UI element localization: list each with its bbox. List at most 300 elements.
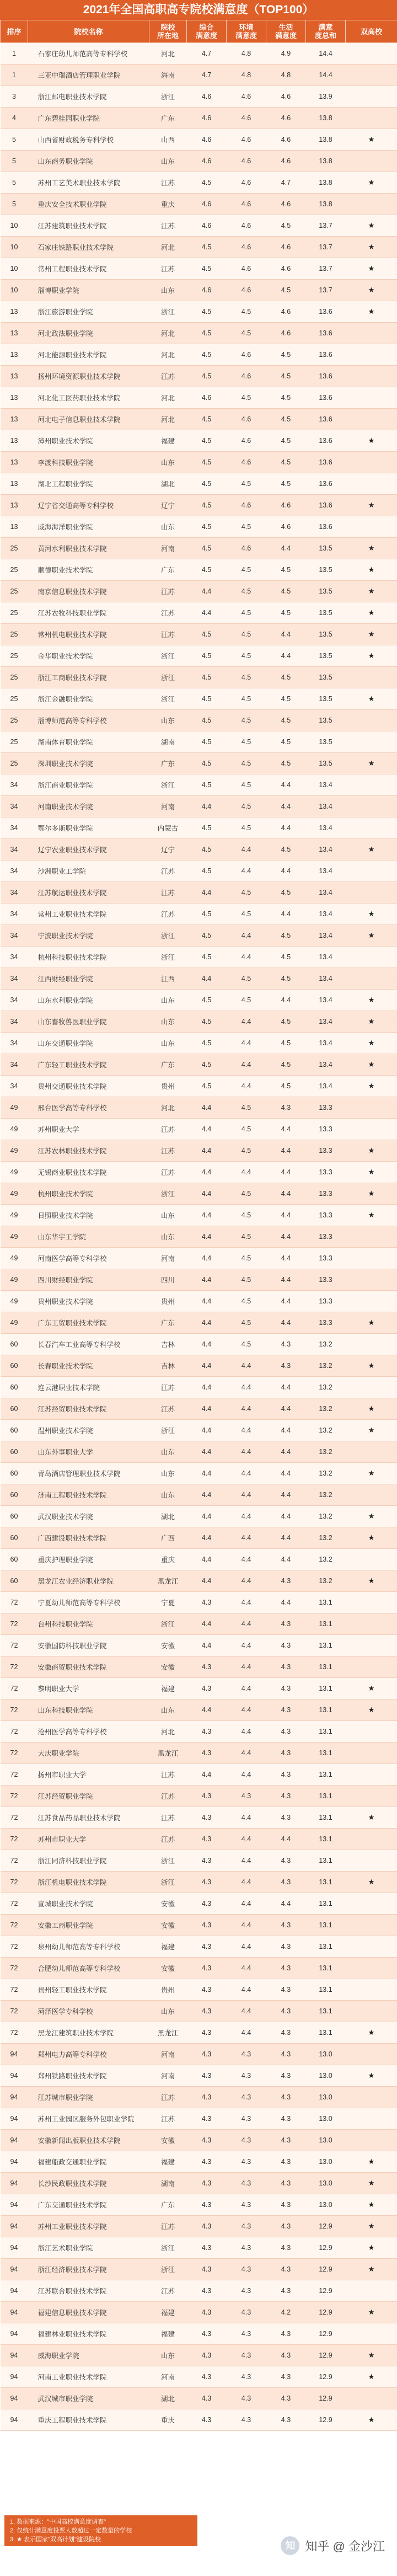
cell-environment: 4.6 [227, 172, 266, 194]
cell-votes: 13.4 [306, 904, 346, 925]
table-row [1, 1613, 397, 1635]
cell-overall: 4.5 [187, 710, 227, 731]
cell-province: 四川 [149, 1269, 187, 1291]
cell-double-high: ★ [346, 1872, 397, 1893]
cell-votes: 13.6 [306, 473, 346, 495]
cell-double-high: ★ [346, 2022, 397, 2044]
cell-double-high [346, 1269, 397, 1291]
table-row [1, 1506, 397, 1527]
cell-double-high: ★ [346, 753, 397, 774]
cell-double-high [346, 861, 397, 882]
table-row [1, 581, 397, 602]
cell-life: 4.5 [266, 882, 306, 904]
cell-rank: 72 [1, 1936, 28, 1958]
cell-votes: 13.1 [306, 1764, 346, 1786]
cell-province: 山东 [149, 151, 187, 172]
cell-rank: 94 [1, 2173, 28, 2194]
cell-double-high: ★ [346, 2194, 397, 2216]
cell-life: 4.5 [266, 968, 306, 990]
table-row [1, 1850, 397, 1872]
cell-environment: 4.3 [227, 2151, 266, 2173]
cell-life: 4.6 [266, 301, 306, 323]
cell-province: 浙江 [149, 1613, 187, 1635]
cell-double-high: ★ [346, 1033, 397, 1054]
cell-overall: 4.4 [187, 1205, 227, 1226]
cell-votes: 14.4 [306, 65, 346, 86]
cell-rank: 34 [1, 839, 28, 861]
cell-environment: 4.6 [227, 108, 266, 129]
cell-overall: 4.5 [187, 817, 227, 839]
table-row [1, 2409, 397, 2431]
cell-overall: 4.5 [187, 990, 227, 1011]
cell-double-high [346, 2280, 397, 2302]
cell-life: 4.4 [266, 1549, 306, 1570]
table-row [1, 2022, 397, 2044]
cell-name: 苏州职业大学 [28, 1119, 149, 1140]
cell-life: 4.5 [266, 430, 306, 452]
cell-double-high: ★ [346, 559, 397, 581]
cell-votes: 13.0 [306, 2087, 346, 2108]
cell-environment: 4.6 [227, 366, 266, 387]
cell-votes: 12.9 [306, 2409, 346, 2431]
cell-rank: 34 [1, 990, 28, 1011]
cell-province: 山东 [149, 2001, 187, 2022]
cell-province: 河南 [149, 2065, 187, 2087]
cell-votes: 13.3 [306, 1162, 346, 1183]
cell-votes: 13.6 [306, 366, 346, 387]
cell-rank: 34 [1, 796, 28, 817]
cell-overall: 4.5 [187, 323, 227, 344]
cell-environment: 4.4 [227, 1743, 266, 1764]
cell-rank: 72 [1, 1743, 28, 1764]
cell-environment: 4.4 [227, 1549, 266, 1570]
cell-environment: 4.4 [227, 839, 266, 861]
cell-double-high: ★ [346, 1678, 397, 1699]
cell-province: 浙江 [149, 1420, 187, 1441]
cell-life: 4.4 [266, 1398, 306, 1420]
cell-rank: 72 [1, 2001, 28, 2022]
table-row [1, 2216, 397, 2237]
cell-overall: 4.3 [187, 2022, 227, 2044]
table-row [1, 2151, 397, 2173]
table-row [1, 1441, 397, 1463]
cell-overall: 4.3 [187, 2237, 227, 2259]
cell-life: 4.3 [266, 2065, 306, 2087]
cell-overall: 4.5 [187, 947, 227, 968]
cell-environment: 4.5 [227, 301, 266, 323]
cell-rank: 25 [1, 731, 28, 753]
cell-rank: 13 [1, 430, 28, 452]
table-row [1, 1635, 397, 1656]
cell-environment: 4.5 [227, 753, 266, 774]
cell-environment: 4.4 [227, 1699, 266, 1721]
cell-overall: 4.6 [187, 194, 227, 215]
cell-votes: 13.2 [306, 1527, 346, 1549]
cell-province: 广东 [149, 108, 187, 129]
cell-votes: 12.9 [306, 2345, 346, 2366]
cell-overall: 4.5 [187, 237, 227, 258]
cell-rank: 72 [1, 1613, 28, 1635]
cell-environment: 4.4 [227, 1011, 266, 1033]
cell-province: 山东 [149, 710, 187, 731]
cell-votes: 13.1 [306, 1807, 346, 1829]
footer-note: 2. 仅统计满意度投票人数超过一定数量的学校 [10, 2527, 132, 2534]
cell-name: 山东外事职业大学 [28, 1441, 149, 1463]
table-row [1, 2345, 397, 2366]
cell-votes: 13.5 [306, 581, 346, 602]
cell-name: 黄河水利职业技术学院 [28, 538, 149, 559]
cell-name: 湖北工程职业学院 [28, 473, 149, 495]
cell-double-high: ★ [346, 430, 397, 452]
cell-votes: 13.4 [306, 925, 346, 947]
cell-votes: 13.1 [306, 2022, 346, 2044]
cell-overall: 4.6 [187, 86, 227, 108]
cell-rank: 5 [1, 129, 28, 151]
cell-environment: 4.5 [227, 473, 266, 495]
table-row [1, 839, 397, 861]
footer-notes [4, 2515, 197, 2546]
cell-province: 安徽 [149, 2130, 187, 2151]
cell-life: 4.3 [266, 1936, 306, 1958]
cell-province: 山东 [149, 2345, 187, 2366]
footer-note: 3. ★ 表示国家"双高计划"建设院校 [10, 2536, 101, 2543]
cell-rank: 1 [1, 43, 28, 65]
cell-life: 4.4 [266, 1484, 306, 1506]
table-row [1, 409, 397, 430]
cell-double-high: ★ [346, 2302, 397, 2323]
cell-name: 河北政法职业学院 [28, 323, 149, 344]
cell-environment: 4.4 [227, 1850, 266, 1872]
cell-province: 江苏 [149, 882, 187, 904]
cell-double-high: ★ [346, 1463, 397, 1484]
cell-overall: 4.7 [187, 43, 227, 65]
cell-rank: 94 [1, 2388, 28, 2409]
cell-environment: 4.5 [227, 387, 266, 409]
cell-double-high: ★ [346, 2409, 397, 2431]
cell-overall: 4.5 [187, 904, 227, 925]
cell-double-high: ★ [346, 2366, 397, 2388]
cell-environment: 4.6 [227, 430, 266, 452]
cell-name: 江苏联合职业技术学院 [28, 2280, 149, 2302]
cell-life: 4.4 [266, 817, 306, 839]
header-name: 院校名称 [28, 20, 149, 43]
cell-environment: 4.5 [227, 1291, 266, 1312]
cell-name: 福建船政交通职业学院 [28, 2151, 149, 2173]
cell-votes: 13.1 [306, 2001, 346, 2022]
cell-province: 安徽 [149, 1915, 187, 1936]
cell-environment: 4.3 [227, 2087, 266, 2108]
cell-rank: 25 [1, 581, 28, 602]
cell-environment: 4.4 [227, 1484, 266, 1506]
cell-name: 江苏建筑职业技术学院 [28, 215, 149, 237]
cell-votes: 13.6 [306, 344, 346, 366]
cell-votes: 13.5 [306, 731, 346, 753]
table-row [1, 86, 397, 108]
cell-overall: 4.3 [187, 2065, 227, 2087]
cell-double-high [346, 1291, 397, 1312]
cell-rank: 72 [1, 1915, 28, 1936]
table-body [1, 43, 397, 2431]
cell-environment: 4.3 [227, 2259, 266, 2280]
cell-environment: 4.4 [227, 1721, 266, 1743]
cell-double-high [346, 194, 397, 215]
cell-rank: 60 [1, 1441, 28, 1463]
cell-double-high [346, 1915, 397, 1936]
cell-double-high: ★ [346, 624, 397, 645]
cell-province: 河北 [149, 409, 187, 430]
table-row [1, 258, 397, 280]
cell-double-high [346, 1850, 397, 1872]
cell-name: 河北电子信息职业技术学院 [28, 409, 149, 430]
table-row [1, 1355, 397, 1377]
table-row [1, 2237, 397, 2259]
cell-name: 山东商务职业学院 [28, 151, 149, 172]
cell-overall: 4.5 [187, 1011, 227, 1033]
cell-life: 4.2 [266, 2302, 306, 2323]
cell-life: 4.5 [266, 1054, 306, 1076]
cell-name: 杭州职业技术学院 [28, 1183, 149, 1205]
cell-votes: 12.9 [306, 2323, 346, 2345]
cell-life: 4.3 [266, 1635, 306, 1656]
cell-rank: 94 [1, 2366, 28, 2388]
table-row [1, 1936, 397, 1958]
cell-life: 4.4 [266, 1205, 306, 1226]
table-header [1, 20, 397, 43]
cell-votes: 13.5 [306, 710, 346, 731]
cell-province: 浙江 [149, 688, 187, 710]
cell-province: 重庆 [149, 194, 187, 215]
cell-rank: 13 [1, 495, 28, 516]
cell-double-high [346, 1764, 397, 1786]
cell-rank: 60 [1, 1355, 28, 1377]
cell-province: 浙江 [149, 645, 187, 667]
cell-environment: 4.3 [227, 2065, 266, 2087]
table-row [1, 1893, 397, 1915]
cell-double-high: ★ [346, 1162, 397, 1183]
table-row [1, 2388, 397, 2409]
table-row [1, 323, 397, 344]
cell-life: 4.5 [266, 753, 306, 774]
cell-province: 江苏 [149, 1398, 187, 1420]
cell-votes: 13.2 [306, 1377, 346, 1398]
cell-double-high [346, 947, 397, 968]
cell-environment: 4.5 [227, 1226, 266, 1248]
table-row [1, 129, 397, 151]
cell-rank: 60 [1, 1549, 28, 1570]
cell-votes: 13.5 [306, 602, 346, 624]
cell-life: 4.3 [266, 1915, 306, 1936]
table-row [1, 108, 397, 129]
cell-life: 4.3 [266, 1979, 306, 2001]
cell-overall: 4.3 [187, 2259, 227, 2280]
cell-overall: 4.4 [187, 1226, 227, 1248]
cell-province: 黑龙江 [149, 1570, 187, 1592]
cell-rank: 5 [1, 151, 28, 172]
cell-name: 江苏城市职业学院 [28, 2087, 149, 2108]
cell-province: 吉林 [149, 1355, 187, 1377]
cell-rank: 72 [1, 1678, 28, 1699]
cell-province: 河北 [149, 1721, 187, 1743]
cell-province: 山东 [149, 1011, 187, 1033]
cell-life: 4.5 [266, 925, 306, 947]
cell-province: 河南 [149, 796, 187, 817]
cell-rank: 4 [1, 108, 28, 129]
cell-votes: 13.2 [306, 1484, 346, 1506]
cell-rank: 72 [1, 1592, 28, 1613]
cell-province: 河南 [149, 2044, 187, 2065]
cell-rank: 10 [1, 280, 28, 301]
cell-rank: 49 [1, 1312, 28, 1334]
cell-overall: 4.4 [187, 1635, 227, 1656]
cell-overall: 4.5 [187, 1033, 227, 1054]
cell-rank: 94 [1, 2130, 28, 2151]
cell-votes: 14.4 [306, 43, 346, 65]
cell-life: 4.5 [266, 344, 306, 366]
cell-life: 4.4 [266, 1527, 306, 1549]
cell-name: 石家庄幼儿师范高等专科学校 [28, 43, 149, 65]
cell-double-high [346, 710, 397, 731]
table-row [1, 215, 397, 237]
cell-environment: 4.5 [227, 1269, 266, 1291]
page-title: 2021年全国高职高专院校满意度（TOP100） [0, 0, 397, 20]
cell-overall: 4.4 [187, 1248, 227, 1269]
cell-life: 4.3 [266, 1786, 306, 1807]
cell-life: 4.3 [266, 1764, 306, 1786]
cell-votes: 13.0 [306, 2044, 346, 2065]
table-row [1, 1829, 397, 1850]
cell-votes: 13.1 [306, 1850, 346, 1872]
cell-province: 江苏 [149, 1829, 187, 1850]
cell-province: 江苏 [149, 581, 187, 602]
cell-environment: 4.4 [227, 1033, 266, 1054]
cell-province: 福建 [149, 2302, 187, 2323]
cell-double-high [346, 1441, 397, 1463]
cell-life: 4.9 [266, 43, 306, 65]
cell-overall: 4.4 [187, 1334, 227, 1355]
cell-environment: 4.5 [227, 323, 266, 344]
cell-environment: 4.5 [227, 1248, 266, 1269]
cell-rank: 49 [1, 1162, 28, 1183]
cell-life: 4.3 [266, 1355, 306, 1377]
cell-overall: 4.3 [187, 1786, 227, 1807]
cell-name: 河北化工医药职业技术学院 [28, 387, 149, 409]
table-row [1, 624, 397, 645]
cell-overall: 4.3 [187, 1872, 227, 1893]
cell-life: 4.5 [266, 409, 306, 430]
table-row [1, 2108, 397, 2130]
cell-name: 浙江同济科技职业学院 [28, 1850, 149, 1872]
cell-province: 江苏 [149, 1162, 187, 1183]
cell-province: 浙江 [149, 774, 187, 796]
cell-province: 福建 [149, 430, 187, 452]
cell-rank: 94 [1, 2280, 28, 2302]
table-row [1, 925, 397, 947]
cell-environment: 4.3 [227, 2194, 266, 2216]
cell-overall: 4.5 [187, 753, 227, 774]
cell-environment: 4.4 [227, 2022, 266, 2044]
cell-province: 湖南 [149, 731, 187, 753]
cell-double-high [346, 409, 397, 430]
cell-name: 漳州职业技术学院 [28, 430, 149, 452]
cell-overall: 4.3 [187, 2087, 227, 2108]
cell-life: 4.3 [266, 2237, 306, 2259]
cell-double-high: ★ [346, 602, 397, 624]
cell-name: 苏州工业职业技术学院 [28, 2216, 149, 2237]
cell-double-high [346, 1377, 397, 1398]
cell-double-high [346, 387, 397, 409]
cell-name: 青岛酒店管理职业技术学院 [28, 1463, 149, 1484]
cell-name: 合肥幼儿师范高等专科学校 [28, 1958, 149, 1979]
cell-overall: 4.3 [187, 1678, 227, 1699]
cell-overall: 4.5 [187, 452, 227, 473]
cell-name: 江苏农牧科技职业学院 [28, 602, 149, 624]
cell-double-high [346, 473, 397, 495]
cell-province: 山西 [149, 129, 187, 151]
cell-overall: 4.3 [187, 2409, 227, 2431]
cell-double-high [346, 1613, 397, 1635]
cell-province: 贵州 [149, 1076, 187, 1097]
cell-life: 4.4 [266, 1506, 306, 1527]
cell-environment: 4.6 [227, 86, 266, 108]
cell-name: 辽宁农业职业技术学院 [28, 839, 149, 861]
cell-environment: 4.5 [227, 559, 266, 581]
cell-name: 淄博职业学院 [28, 280, 149, 301]
cell-rank: 3 [1, 86, 28, 108]
cell-province: 湖北 [149, 2388, 187, 2409]
table-row [1, 667, 397, 688]
cell-province: 海南 [149, 65, 187, 86]
cell-votes: 13.3 [306, 1183, 346, 1205]
cell-name: 黎明职业大学 [28, 1678, 149, 1699]
cell-overall: 4.5 [187, 774, 227, 796]
table-row [1, 1398, 397, 1420]
cell-rank: 49 [1, 1226, 28, 1248]
cell-province: 江苏 [149, 2280, 187, 2302]
cell-life: 4.4 [266, 1592, 306, 1613]
cell-double-high [346, 817, 397, 839]
cell-double-high: ★ [346, 1140, 397, 1162]
cell-overall: 4.6 [187, 215, 227, 237]
cell-life: 4.4 [266, 774, 306, 796]
cell-overall: 4.5 [187, 538, 227, 559]
cell-province: 江苏 [149, 2108, 187, 2130]
table-row [1, 2280, 397, 2302]
cell-life: 4.3 [266, 2280, 306, 2302]
table-row [1, 172, 397, 194]
cell-votes: 13.3 [306, 1097, 346, 1119]
cell-name: 山东畜牧兽医职业学院 [28, 1011, 149, 1033]
cell-overall: 4.4 [187, 1764, 227, 1786]
cell-name: 郑州电力高等专科学校 [28, 2044, 149, 2065]
cell-votes: 12.9 [306, 2388, 346, 2409]
cell-overall: 4.5 [187, 258, 227, 280]
cell-rank: 60 [1, 1463, 28, 1484]
cell-rank: 13 [1, 473, 28, 495]
cell-rank: 34 [1, 774, 28, 796]
cell-life: 4.5 [266, 1011, 306, 1033]
cell-overall: 4.4 [187, 1441, 227, 1463]
cell-rank: 13 [1, 409, 28, 430]
cell-votes: 13.3 [306, 1312, 346, 1334]
cell-life: 4.4 [266, 1893, 306, 1915]
cell-rank: 49 [1, 1291, 28, 1312]
cell-province: 江苏 [149, 2216, 187, 2237]
cell-name: 长春职业技术学院 [28, 1355, 149, 1377]
cell-rank: 94 [1, 2194, 28, 2216]
cell-double-high [346, 2001, 397, 2022]
cell-overall: 4.4 [187, 1291, 227, 1312]
cell-name: 济南工程职业技术学院 [28, 1484, 149, 1506]
